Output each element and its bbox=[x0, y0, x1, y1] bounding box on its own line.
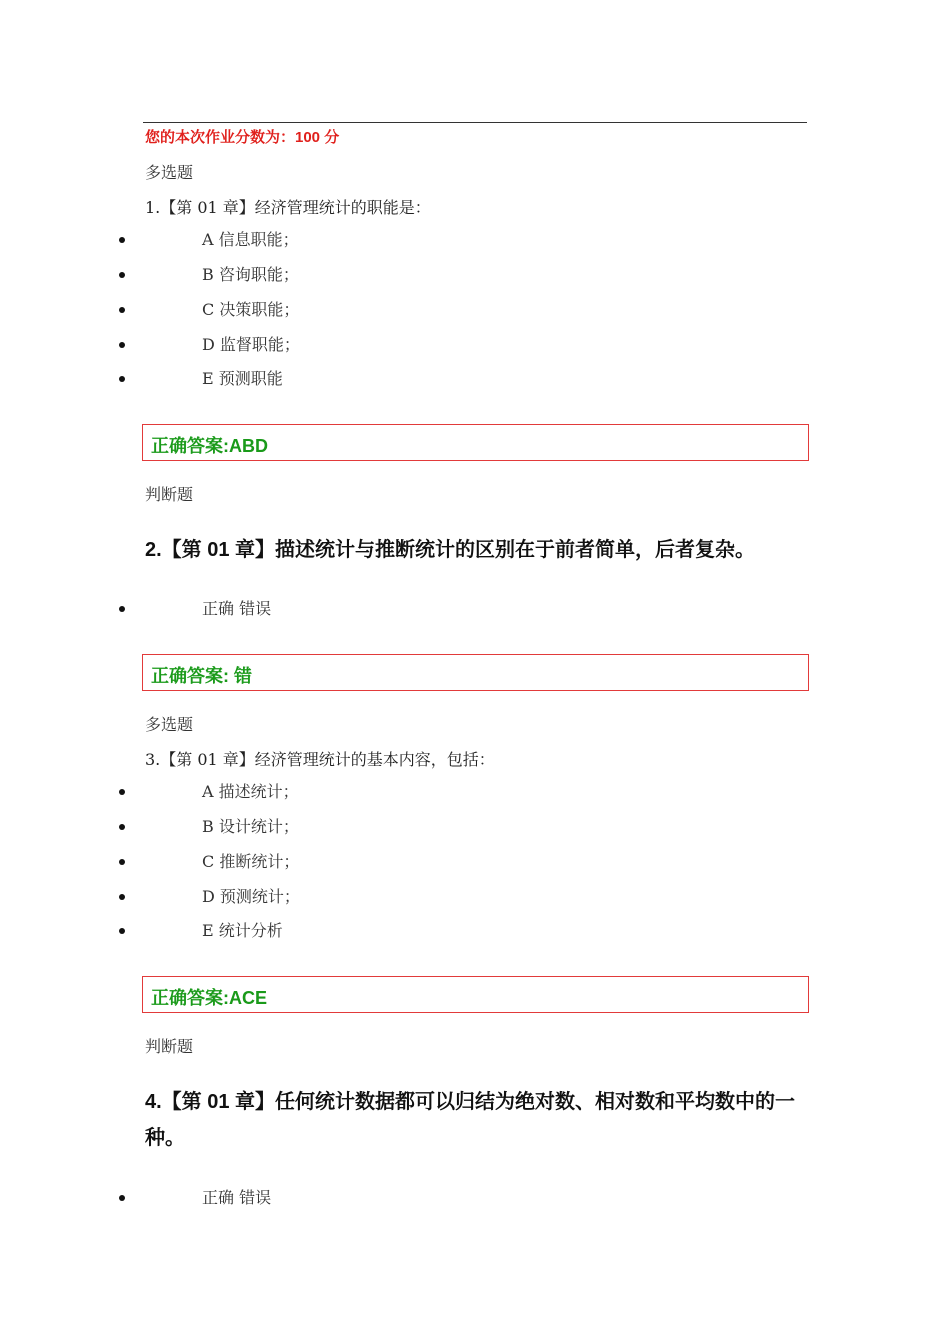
bullet-icon bbox=[119, 824, 125, 830]
question-type: 判断题 bbox=[145, 1037, 194, 1056]
answer-box bbox=[142, 654, 809, 691]
question-type: 多选题 bbox=[145, 163, 194, 182]
top-divider bbox=[143, 122, 807, 123]
option-item[interactable] bbox=[0, 299, 700, 321]
choice-label: 正确 错误 bbox=[202, 1188, 272, 1207]
answer-box bbox=[142, 976, 809, 1013]
bullet-icon bbox=[119, 1195, 125, 1201]
true-false-choices[interactable] bbox=[0, 598, 700, 620]
correct-answer: 正确答案: 错 bbox=[151, 666, 252, 686]
choice-label: 正确 错误 bbox=[202, 599, 272, 618]
option-item[interactable] bbox=[0, 334, 700, 356]
bullet-icon bbox=[119, 342, 125, 348]
bullet-icon bbox=[119, 272, 125, 278]
option-item[interactable] bbox=[0, 368, 700, 390]
option-label: D 监督职能； bbox=[202, 335, 300, 354]
option-label: B 咨询职能； bbox=[202, 265, 299, 284]
option-item[interactable] bbox=[0, 264, 700, 286]
bullet-icon bbox=[119, 894, 125, 900]
option-label: A 信息职能； bbox=[202, 230, 299, 249]
option-label: B 设计统计； bbox=[202, 817, 299, 836]
bullet-icon bbox=[119, 376, 125, 382]
correct-answer: 正确答案:ABD bbox=[151, 436, 268, 456]
option-item[interactable] bbox=[0, 920, 700, 942]
score-label: 您的本次作业分数为：100 分 bbox=[145, 129, 340, 146]
question-title: 4.【第 01 章】任何统计数据都可以归结为绝对数、相对数和平均数中的一种。 bbox=[145, 1091, 796, 1149]
question-type: 多选题 bbox=[145, 715, 194, 734]
bullet-icon bbox=[119, 859, 125, 865]
option-item[interactable] bbox=[0, 851, 700, 873]
question-title: 2.【第 01 章】描述统计与推断统计的区别在于前者简单，后者复杂。 bbox=[145, 539, 756, 561]
option-label: C 推断统计； bbox=[202, 852, 300, 871]
bullet-icon bbox=[119, 307, 125, 313]
bullet-icon bbox=[119, 606, 125, 612]
correct-answer: 正确答案:ACE bbox=[151, 988, 267, 1008]
option-item[interactable] bbox=[0, 886, 700, 908]
option-label: C 决策职能； bbox=[202, 300, 300, 319]
bullet-icon bbox=[119, 237, 125, 243]
true-false-choices[interactable] bbox=[0, 1187, 700, 1209]
question-type: 判断题 bbox=[145, 485, 194, 504]
option-label: D 预测统计； bbox=[202, 887, 300, 906]
option-item[interactable] bbox=[0, 816, 700, 838]
option-item[interactable] bbox=[0, 229, 700, 251]
option-label: E 统计分析 bbox=[202, 921, 283, 940]
bullet-icon bbox=[119, 928, 125, 934]
bullet-icon bbox=[119, 789, 125, 795]
option-label: A 描述统计； bbox=[202, 782, 299, 801]
question-title: 3.【第 01 章】经济管理统计的基本内容，包括： bbox=[145, 750, 495, 769]
option-item[interactable] bbox=[0, 781, 700, 803]
question-title: 1.【第 01 章】经济管理统计的职能是： bbox=[145, 198, 431, 217]
answer-box bbox=[142, 424, 809, 461]
option-label: E 预测职能 bbox=[202, 369, 283, 388]
